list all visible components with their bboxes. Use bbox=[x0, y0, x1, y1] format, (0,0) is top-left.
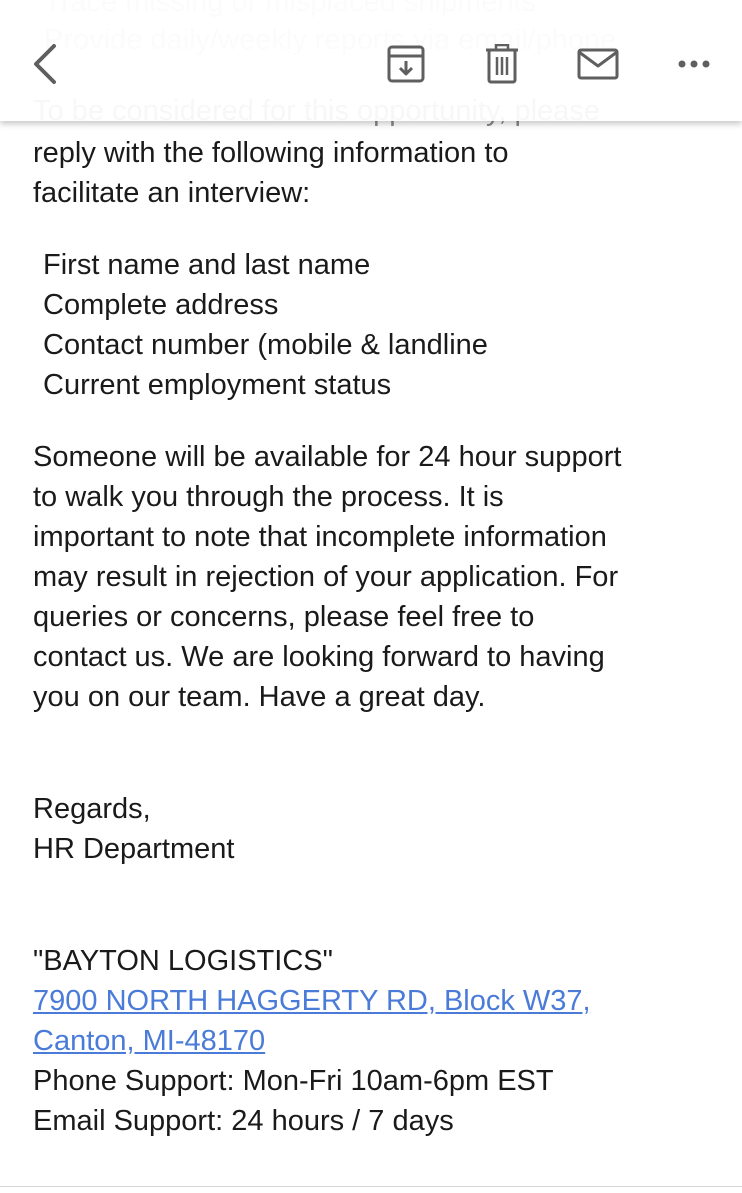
list-item: First name and last name bbox=[43, 249, 371, 281]
trash-icon bbox=[484, 44, 520, 84]
top-toolbar bbox=[0, 0, 742, 121]
archive-button[interactable] bbox=[386, 44, 426, 84]
intro-text: facilitate an interview: bbox=[33, 177, 311, 209]
support-paragraph-line: Someone will be available for 24 hour support bbox=[33, 441, 622, 473]
list-item: Current employment status bbox=[43, 369, 392, 401]
chevron-left-icon bbox=[26, 40, 66, 88]
address-link[interactable]: Canton, MI-48170 bbox=[33, 1025, 266, 1057]
address-link[interactable]: 7900 NORTH HAGGERTY RD, Block W37, bbox=[33, 985, 591, 1017]
company-name: "BAYTON LOGISTICS" bbox=[33, 945, 333, 977]
divider bbox=[0, 1186, 742, 1187]
more-button[interactable] bbox=[676, 56, 712, 72]
support-paragraph-line: you on our team. Have a great day. bbox=[33, 681, 486, 713]
email-support-text: Email Support: 24 hours / 7 days bbox=[33, 1105, 454, 1137]
delete-button[interactable] bbox=[484, 44, 520, 84]
back-button[interactable] bbox=[26, 40, 66, 88]
support-paragraph-line: may result in rejection of your application. For bbox=[33, 561, 619, 593]
support-paragraph-line: important to note that incomplete information bbox=[33, 521, 607, 553]
support-paragraph-line: queries or concerns, please feel free to bbox=[33, 601, 535, 633]
signature-text: HR Department bbox=[33, 833, 235, 865]
more-icon bbox=[676, 56, 712, 72]
support-paragraph-line: contact us. We are looking forward to having bbox=[33, 641, 605, 673]
closing-text: Regards, bbox=[33, 793, 151, 825]
mail-icon bbox=[577, 48, 619, 80]
intro-text: reply with the following information to bbox=[33, 137, 509, 169]
mark-unread-button[interactable] bbox=[577, 48, 619, 80]
archive-icon bbox=[386, 44, 426, 84]
list-item: Complete address bbox=[43, 289, 279, 321]
list-item: Contact number (mobile & landline bbox=[43, 329, 488, 361]
support-paragraph-line: to walk you through the process. It is bbox=[33, 481, 504, 513]
phone-support-text: Phone Support: Mon-Fri 10am-6pm EST bbox=[33, 1065, 554, 1097]
